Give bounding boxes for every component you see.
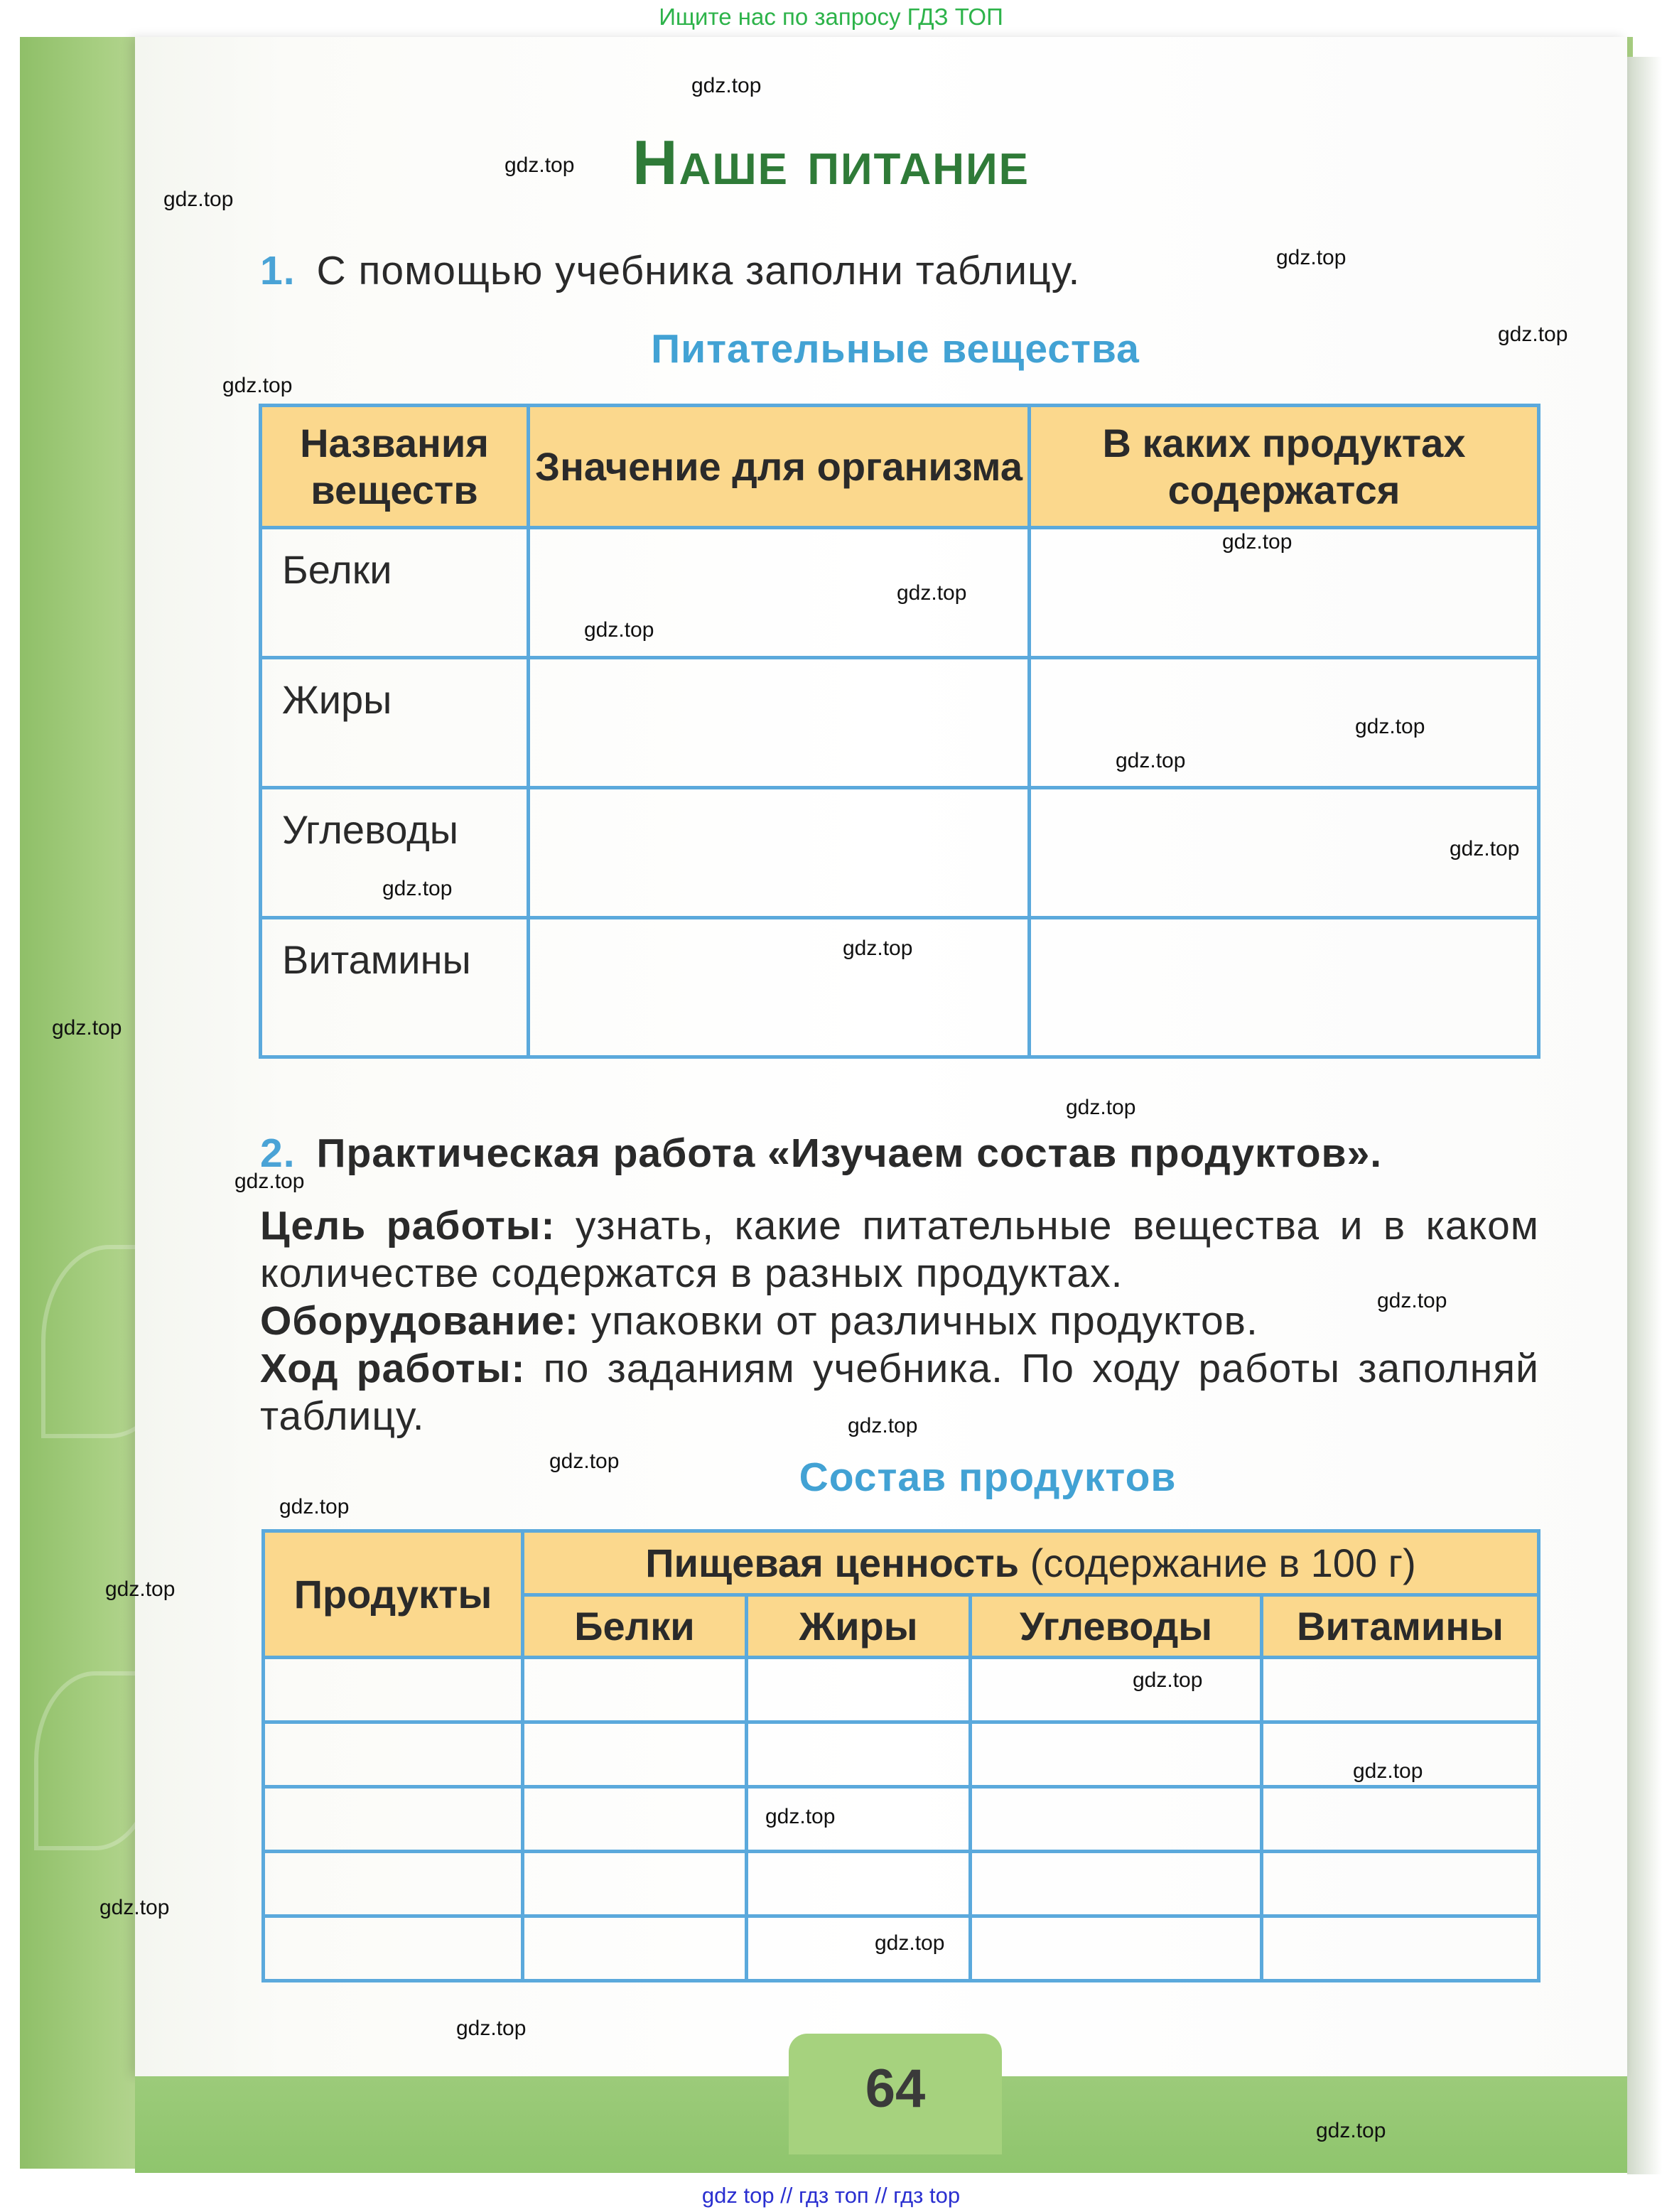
product-cell[interactable]	[264, 1787, 523, 1852]
watermark: gdz.top	[222, 374, 293, 397]
watermark: gdz.top	[1316, 2119, 1386, 2142]
watermark: gdz.top	[848, 1414, 918, 1437]
value-cell[interactable]	[747, 1658, 971, 1722]
watermark: gdz.top	[1222, 530, 1293, 554]
watermark: gdz.top	[691, 74, 762, 97]
answer-cell[interactable]	[529, 658, 1030, 788]
page-title: Наше питание	[632, 127, 1030, 198]
watermark: gdz.top	[52, 1016, 122, 1040]
watermark: gdz.top	[234, 1170, 305, 1193]
equipment-label: Оборудование:	[260, 1298, 579, 1344]
header-proteins: Белки	[523, 1595, 747, 1658]
value-cell[interactable]	[971, 1722, 1262, 1787]
page-number: 64	[789, 2034, 1002, 2154]
watermark: gdz.top	[1377, 1289, 1447, 1312]
task-1	[260, 247, 1080, 294]
watermark: gdz.top	[1116, 749, 1186, 772]
watermark: gdz.top	[456, 2017, 527, 2040]
goal-text: узнать, какие питательные вещества и в каком количестве содержатся в разных продуктах.	[260, 1203, 1539, 1296]
equipment-text: упаковки от различных продуктов.	[590, 1298, 1258, 1344]
watermark: gdz.top	[1450, 837, 1520, 860]
header-nutritional-value-bold: Пищевая ценность	[645, 1540, 1020, 1585]
table-2-caption: Состав продуктов	[799, 1455, 1177, 1500]
value-cell[interactable]	[971, 1852, 1262, 1916]
watermark: gdz.top	[279, 1495, 350, 1518]
header-contained-in: В каких продуктах содержатся	[1030, 406, 1539, 528]
value-cell[interactable]	[1262, 1658, 1539, 1722]
watermark: gdz.top	[382, 877, 453, 900]
product-composition-table	[261, 1529, 1540, 1982]
value-cell[interactable]	[523, 1852, 747, 1916]
value-cell[interactable]	[971, 1916, 1262, 1981]
page-edge	[1627, 57, 1662, 2174]
header-vitamins: Витамины	[1262, 1595, 1539, 1658]
watermark: gdz.top	[504, 153, 575, 177]
watermark: gdz.top	[1498, 323, 1568, 346]
header-substance-names: Названия веществ	[261, 406, 529, 528]
value-cell[interactable]	[971, 1658, 1262, 1722]
watermark: gdz.top	[875, 1931, 945, 1955]
watermark: gdz.top	[1133, 1668, 1203, 1692]
watermark: gdz.top	[1355, 715, 1425, 738]
value-cell[interactable]	[523, 1658, 747, 1722]
answer-cell[interactable]	[529, 918, 1030, 1057]
answer-cell[interactable]	[529, 788, 1030, 918]
value-cell[interactable]	[1262, 1916, 1539, 1981]
value-cell[interactable]	[747, 1722, 971, 1787]
row-label-fats: Жиры	[261, 658, 529, 788]
answer-cell[interactable]	[1030, 918, 1539, 1057]
header-carbs: Углеводы	[971, 1595, 1262, 1658]
watermark: gdz.top	[843, 937, 913, 960]
task-2-number: 2.	[260, 1131, 296, 1176]
watermark: gdz.top	[1276, 246, 1347, 269]
header-nutritional-value-note: (содержание в 100 г)	[1030, 1540, 1416, 1585]
watermark: gdz.top	[897, 581, 967, 605]
equipment-line	[260, 1297, 1539, 1345]
watermark: gdz.top	[584, 618, 654, 642]
header-fats: Жиры	[747, 1595, 971, 1658]
value-cell[interactable]	[971, 1787, 1262, 1852]
watermark: gdz.top	[105, 1577, 176, 1601]
value-cell[interactable]	[523, 1787, 747, 1852]
practical-work-description	[260, 1202, 1539, 1440]
procedure-text: по заданиям учебника. По ходу работы заполняй таблицу.	[260, 1346, 1539, 1439]
answer-cell[interactable]	[1030, 658, 1539, 788]
task-2-text: Практическая работа «Изучаем состав продуктов».	[316, 1131, 1383, 1176]
bottom-banner: gdz top // гдз топ // гдз top	[701, 2183, 961, 2208]
task-1-text: С помощью учебника заполни таблицу.	[316, 248, 1081, 293]
watermark: gdz.top	[163, 188, 234, 211]
watermark: gdz.top	[765, 1805, 836, 1828]
header-nutritional-value	[523, 1531, 1539, 1595]
task-2	[260, 1130, 1542, 1177]
row-label-carbs: Углеводы	[261, 788, 529, 918]
product-cell[interactable]	[264, 1916, 523, 1981]
watermark: gdz.top	[549, 1450, 620, 1473]
watermark: gdz.top	[1066, 1096, 1136, 1119]
task-1-number: 1.	[260, 248, 296, 293]
row-label-vitamins: Витамины	[261, 918, 529, 1057]
procedure-label: Ход работы:	[260, 1346, 526, 1391]
row-label-proteins: Белки	[261, 528, 529, 658]
value-cell[interactable]	[1262, 1852, 1539, 1916]
goal-label: Цель работы:	[260, 1203, 556, 1248]
header-products: Продукты	[264, 1531, 523, 1658]
watermark: gdz.top	[1353, 1759, 1423, 1783]
value-cell[interactable]	[523, 1722, 747, 1787]
goal-line	[260, 1202, 1539, 1297]
top-banner: Ищите нас по запросу ГДЗ ТОП	[659, 4, 1003, 30]
watermark: gdz.top	[99, 1896, 170, 1919]
product-cell[interactable]	[264, 1658, 523, 1722]
product-cell[interactable]	[264, 1852, 523, 1916]
header-importance: Значение для организма	[529, 406, 1030, 528]
product-cell[interactable]	[264, 1722, 523, 1787]
value-cell[interactable]	[747, 1852, 971, 1916]
value-cell[interactable]	[1262, 1787, 1539, 1852]
table-1-caption: Питательные вещества	[651, 326, 1140, 372]
value-cell[interactable]	[523, 1916, 747, 1981]
